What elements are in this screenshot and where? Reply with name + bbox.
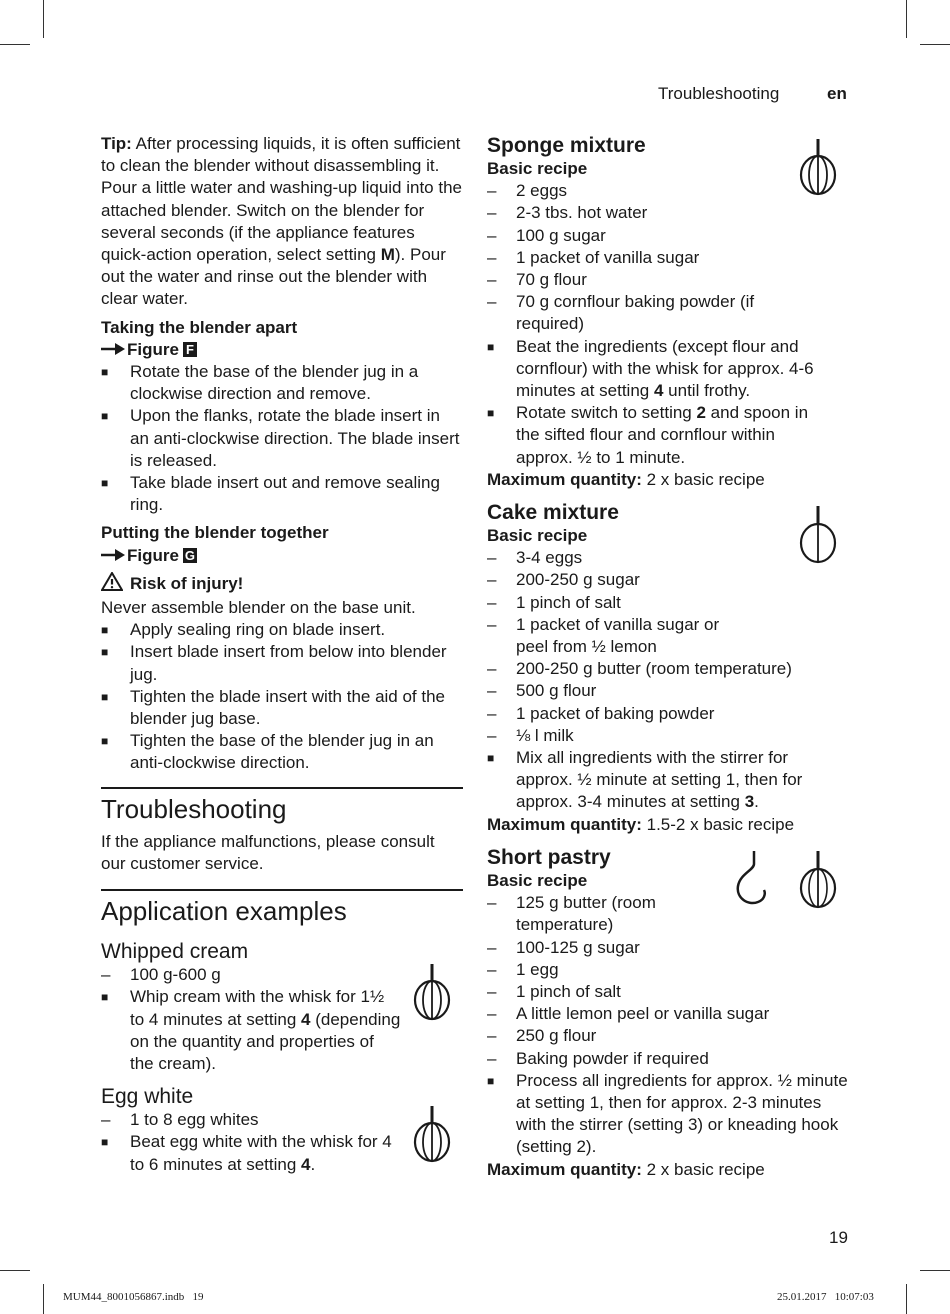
whisk-icon: [798, 138, 838, 203]
figure-reference: Figure G: [101, 545, 463, 567]
troubleshooting-text: If the appliance malfunctions, please consult our customer service.: [101, 831, 435, 873]
basic-recipe-label: Basic recipe: [487, 159, 588, 178]
figure-reference: Figure F: [101, 339, 463, 361]
list-item: ■ Insert blade insert from below into blender jug.: [101, 641, 463, 685]
page-number: 19: [829, 1228, 848, 1247]
list-item: ■ Rotate the base of the blender jug in a clockwise direction and remove.: [101, 361, 463, 405]
ingredient-item: – ⅛ l milk: [487, 725, 574, 745]
ingredient-item: – 1 to 8 egg whites: [101, 1110, 259, 1130]
apart-heading: Taking the blender apart: [101, 317, 298, 337]
pastry-title: Short pastry: [487, 845, 611, 869]
ingredient-item: – A little lemon peel or vanilla sugar: [487, 1004, 770, 1024]
crop-mark: [906, 0, 907, 38]
ingredient-item: – 500 g flour: [487, 681, 597, 701]
list-item: ■ Mix all ingredients with the stirrer for approx. ½ minute at setting 1, then for approx. 3-4 minutes at setting 3.: [487, 747, 837, 814]
kneading-hook-icon: [732, 850, 772, 915]
footer-timestamp: 25.01.2017 10:07:03: [777, 1291, 874, 1303]
max-quantity: Maximum quantity: 2 x basic recipe: [487, 1159, 765, 1179]
warning-text: Never assemble blender on the base unit.: [101, 598, 416, 618]
ingredient-item: – 200-250 g butter (room temperature): [487, 659, 792, 679]
troubleshooting-title: Troubleshooting: [101, 793, 287, 824]
figure-letter: G: [184, 548, 196, 564]
ingredient-item: – 70 g flour: [487, 270, 587, 290]
ingredient-item: – 1 pinch of salt: [487, 981, 621, 1001]
ingredient-item: – 250 g flour: [487, 1026, 597, 1046]
tip-label: Tip:: [101, 134, 132, 153]
list-item: ■ Rotate switch to setting 2 and spoon in the sifted flour and cornflour within approx. ½ to 1 minute.: [487, 402, 827, 469]
ingredient-item: – 1 pinch of salt: [487, 592, 621, 612]
running-header-lang: en: [827, 84, 847, 103]
max-quantity: Maximum quantity: 1.5-2 x basic recipe: [487, 814, 795, 834]
right-column: [487, 133, 852, 1181]
running-header-section: Troubleshooting: [658, 84, 780, 103]
list-item: ■ Process all ingredients for approx. ½ minute at setting 1, then for approx. 2-3 minutes with the stirrer (setting 3) or kneading hook (setting 2).: [487, 1070, 849, 1159]
ingredient-item: – 1 packet of baking powder: [487, 703, 715, 723]
crop-mark: [906, 1284, 907, 1314]
section-divider: [101, 889, 463, 891]
ingredient-item: – 1 packet of vanilla sugar or peel from ½ lemon: [487, 614, 720, 657]
crop-mark: [0, 44, 30, 45]
ingredient-item: – Baking powder if required: [487, 1048, 709, 1068]
whisk-icon: [412, 963, 452, 1028]
list-item: ■ Take blade insert out and remove sealing ring.: [101, 472, 463, 516]
figure-letter: F: [183, 342, 197, 357]
ingredient-item: – 1 egg: [487, 959, 559, 979]
ingredient-item: – 2 eggs: [487, 181, 568, 201]
arrow-right-icon: [101, 545, 127, 567]
section-divider: [101, 787, 463, 789]
stirrer-icon: [798, 505, 838, 570]
list-item: ■ Tighten the blade insert with the aid of the blender jug base.: [101, 686, 463, 730]
examples-title: Application examples: [101, 896, 347, 927]
warning-heading: Risk of injury!: [101, 572, 463, 597]
together-heading: Putting the blender together: [101, 523, 329, 543]
crop-mark: [0, 1270, 30, 1271]
basic-recipe-label: Basic recipe: [487, 870, 588, 890]
egg-white-title: Egg white: [101, 1085, 194, 1109]
ingredient-item: – 125 g butter (room temperature): [487, 893, 656, 935]
ingredient-item: – 2-3 tbs. hot water: [487, 203, 648, 223]
footer-file: MUM44_8001056867.indb 19: [63, 1291, 204, 1303]
cake-title: Cake mixture: [487, 501, 619, 525]
warning-icon: [101, 572, 130, 597]
tip-paragraph: Tip: After processing liquids, it is often sufficient to clean the blender without disassembling it. Pour a little water and washing-up liquid into the attached blender. Switch on the blender for several seconds (if the appliance features quick-action operation, select setting M). Pour out the water and rinse out the blender with clear water.: [101, 134, 462, 309]
ingredient-item: – 100 g sugar: [487, 225, 606, 245]
arrow-right-icon: [101, 339, 127, 361]
ingredient-item: – 70 g cornflour baking powder (if required): [487, 292, 755, 334]
ingredient-item: – 200-250 g sugar: [487, 570, 640, 590]
list-item: ■ Beat egg white with the whisk for 4 to 6 minutes at setting 4.: [101, 1131, 401, 1175]
ingredient-item: – 3-4 eggs: [487, 548, 583, 568]
ingredient-item: – 1 packet of vanilla sugar: [487, 247, 700, 267]
left-column: [101, 133, 463, 1176]
list-item: ■ Upon the flanks, rotate the blade insert in an anti-clockwise direction. The blade insert is released.: [101, 405, 463, 472]
crop-mark: [920, 1270, 950, 1271]
list-item: ■ Tighten the base of the blender jug in an anti-clockwise direction.: [101, 730, 463, 774]
list-item: ■ Whip cream with the whisk for 1½ to 4 minutes at setting 4 (depending on the quantity and properties of the cream).: [101, 986, 401, 1075]
list-item: ■ Apply sealing ring on blade insert.: [101, 619, 463, 641]
whisk-icon: [412, 1105, 452, 1170]
whipped-cream-title: Whipped cream: [101, 940, 249, 964]
max-quantity: Maximum quantity: 2 x basic recipe: [487, 469, 765, 489]
basic-recipe-label: Basic recipe: [487, 526, 588, 546]
ingredient-item: – 100-125 g sugar: [487, 937, 640, 957]
list-item: ■ Beat the ingredients (except flour and cornflour) with the whisk for approx. 4-6 minutes at setting 4 until frothy.: [487, 336, 832, 403]
stirrer-icon: [798, 850, 838, 915]
crop-mark: [43, 0, 44, 38]
crop-mark: [43, 1284, 44, 1314]
ingredient-item: – 100 g-600 g: [101, 965, 221, 985]
sponge-title: Sponge mixture: [487, 134, 646, 157]
crop-mark: [920, 44, 950, 45]
